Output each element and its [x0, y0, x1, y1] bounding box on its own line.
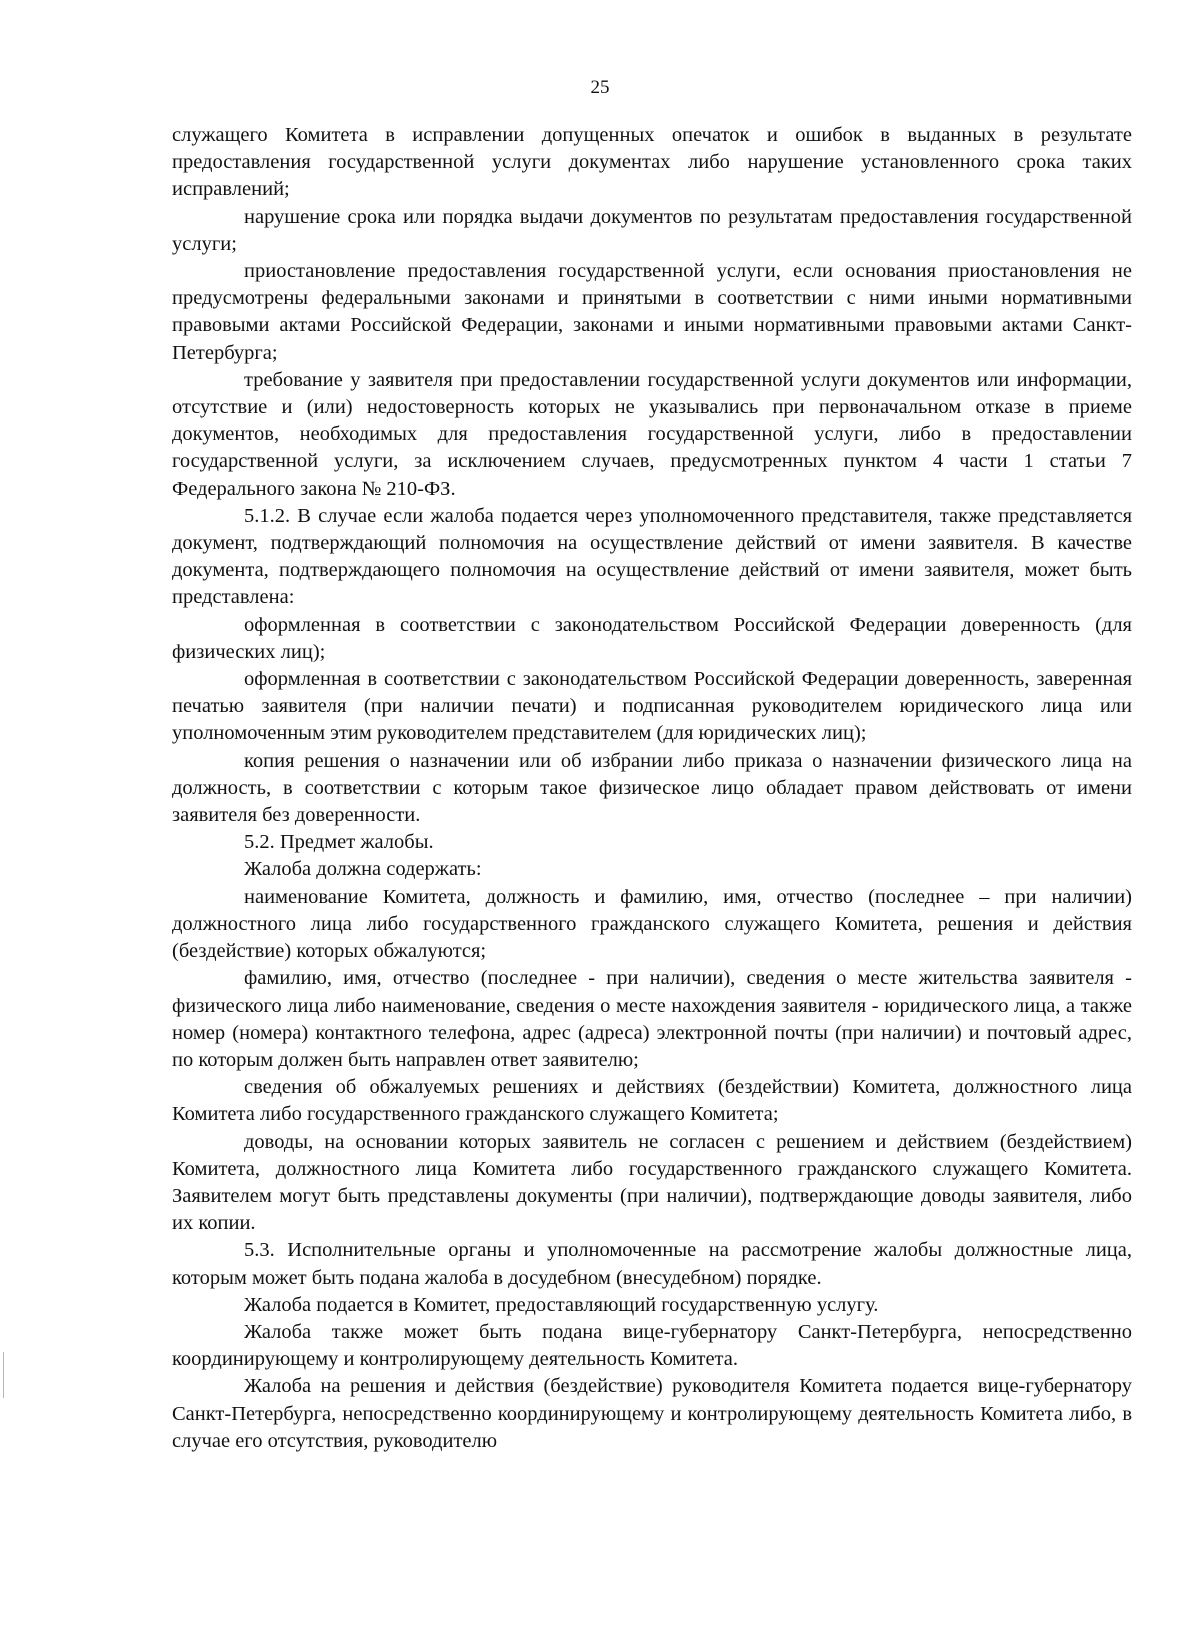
paragraph: Жалоба подается в Комитет, предоставляющий государственную услугу.: [244, 1293, 879, 1316]
section-heading-5-2: 5.2. Предмет жалобы.: [244, 831, 434, 854]
paragraph: фамилию, имя, отчество (последнее - при наличии), сведения о месте жительства заявителя - физического лица либо наименование, сведения о месте нахождения заявителя - юридического лица, а также номер (номера) контактного телефона, адрес (адреса) электронной почты (при наличии) и почтовый адрес, по которым должен быть направлен ответ заявителю;: [172, 967, 1132, 1071]
paragraph: требование у заявителя при предоставлении государственной услуги документов или информации, отсутствие и (или) недостоверность которых не указывались при первоначальном отказе в приеме документов, необходимых для предоставления государственной услуги, либо в предоставлении государственной услуги, за исключением случаев, предусмотренных пунктом 4 части 1 статьи 7 Федерального закона № 210-ФЗ.: [172, 368, 1132, 500]
paragraph: Жалоба на решения и действия (бездействие) руководителя Комитета подается вице-губернатору Санкт-Петербурга, непосредственно координирующему и контролирующему деятельность Комитета либо, в случае его отсутствия, руководителю: [172, 1375, 1132, 1452]
paragraph: Жалоба также может быть подана вице-губернатору Санкт-Петербурга, непосредственно координирующему и контролирующему деятельность Комитета.: [172, 1320, 1132, 1371]
paragraph: копия решения о назначении или об избрании либо приказа о назначении физического лица на должность, в соответствии с которым такое физическое лицо обладает правом действовать от имени заявителя без доверенности.: [172, 749, 1132, 827]
paragraph-section-5-1-2: 5.1.2. В случае если жалоба подается через уполномоченного представителя, также представляется документ, подтверждающий полномочия на осуществление действий от имени заявителя. В качестве документа, подтверждающего полномочия на осуществление действий от имени заявителя, может быть представлена:: [172, 504, 1132, 609]
paragraph: оформленная в соответствии с законодательством Российской Федерации доверенность (для физических лиц);: [172, 613, 1132, 663]
scan-edge-mark: [3, 1352, 4, 1398]
paragraph: Жалоба должна содержать:: [244, 858, 482, 881]
paragraph-continuation: служащего Комитета в исправлении допущенных опечаток и ошибок в выданных в результате предоставления государственной услуги документах либо нарушение установленного срока таких исправлений;: [172, 124, 1132, 201]
paragraph: нарушение срока или порядка выдачи документов по результатам предоставления государственной услуги;: [172, 205, 1132, 255]
paragraph-section-5-3: 5.3. Исполнительные органы и уполномоченные на рассмотрение жалобы должностные лица, которым может быть подана жалоба в досудебном (внесудебном) порядке.: [172, 1239, 1132, 1289]
paragraph: сведения об обжалуемых решениях и действиях (бездействии) Комитета, должностного лица Комитета либо государственного гражданского служащего Комитета;: [172, 1076, 1132, 1126]
paragraph: оформленная в соответствии с законодательством Российской Федерации доверенность, заверенная печатью заявителя (при наличии печати) и подписанная руководителем юридического лица или уполномоченным этим руководителем представителем (для юридических лиц);: [172, 668, 1132, 745]
page-number: 25: [590, 77, 610, 98]
paragraph: приостановление предоставления государственной услуги, если основания приостановления не предусмотрены федеральными законами и принятыми в соответствии с ними иными нормативными правовыми актами Российской Федерации, законами и иными нормативными правовыми актами Санкт-Петербурга;: [172, 260, 1132, 364]
document-body: [172, 122, 1132, 1455]
paragraph: наименование Комитета, должность и фамилию, имя, отчество (последнее – при наличии) должностного лица либо государственного гражданского служащего Комитета, решения и действия (бездействие) которых обжалуются;: [172, 885, 1132, 963]
paragraph: доводы, на основании которых заявитель не согласен с решением и действием (бездействием) Комитета, должностного лица Комитета либо государственного гражданского служащего Комитета. Заявителем могут быть представлены документы (при наличии), подтверждающие доводы заявителя, либо их копии.: [172, 1130, 1132, 1235]
